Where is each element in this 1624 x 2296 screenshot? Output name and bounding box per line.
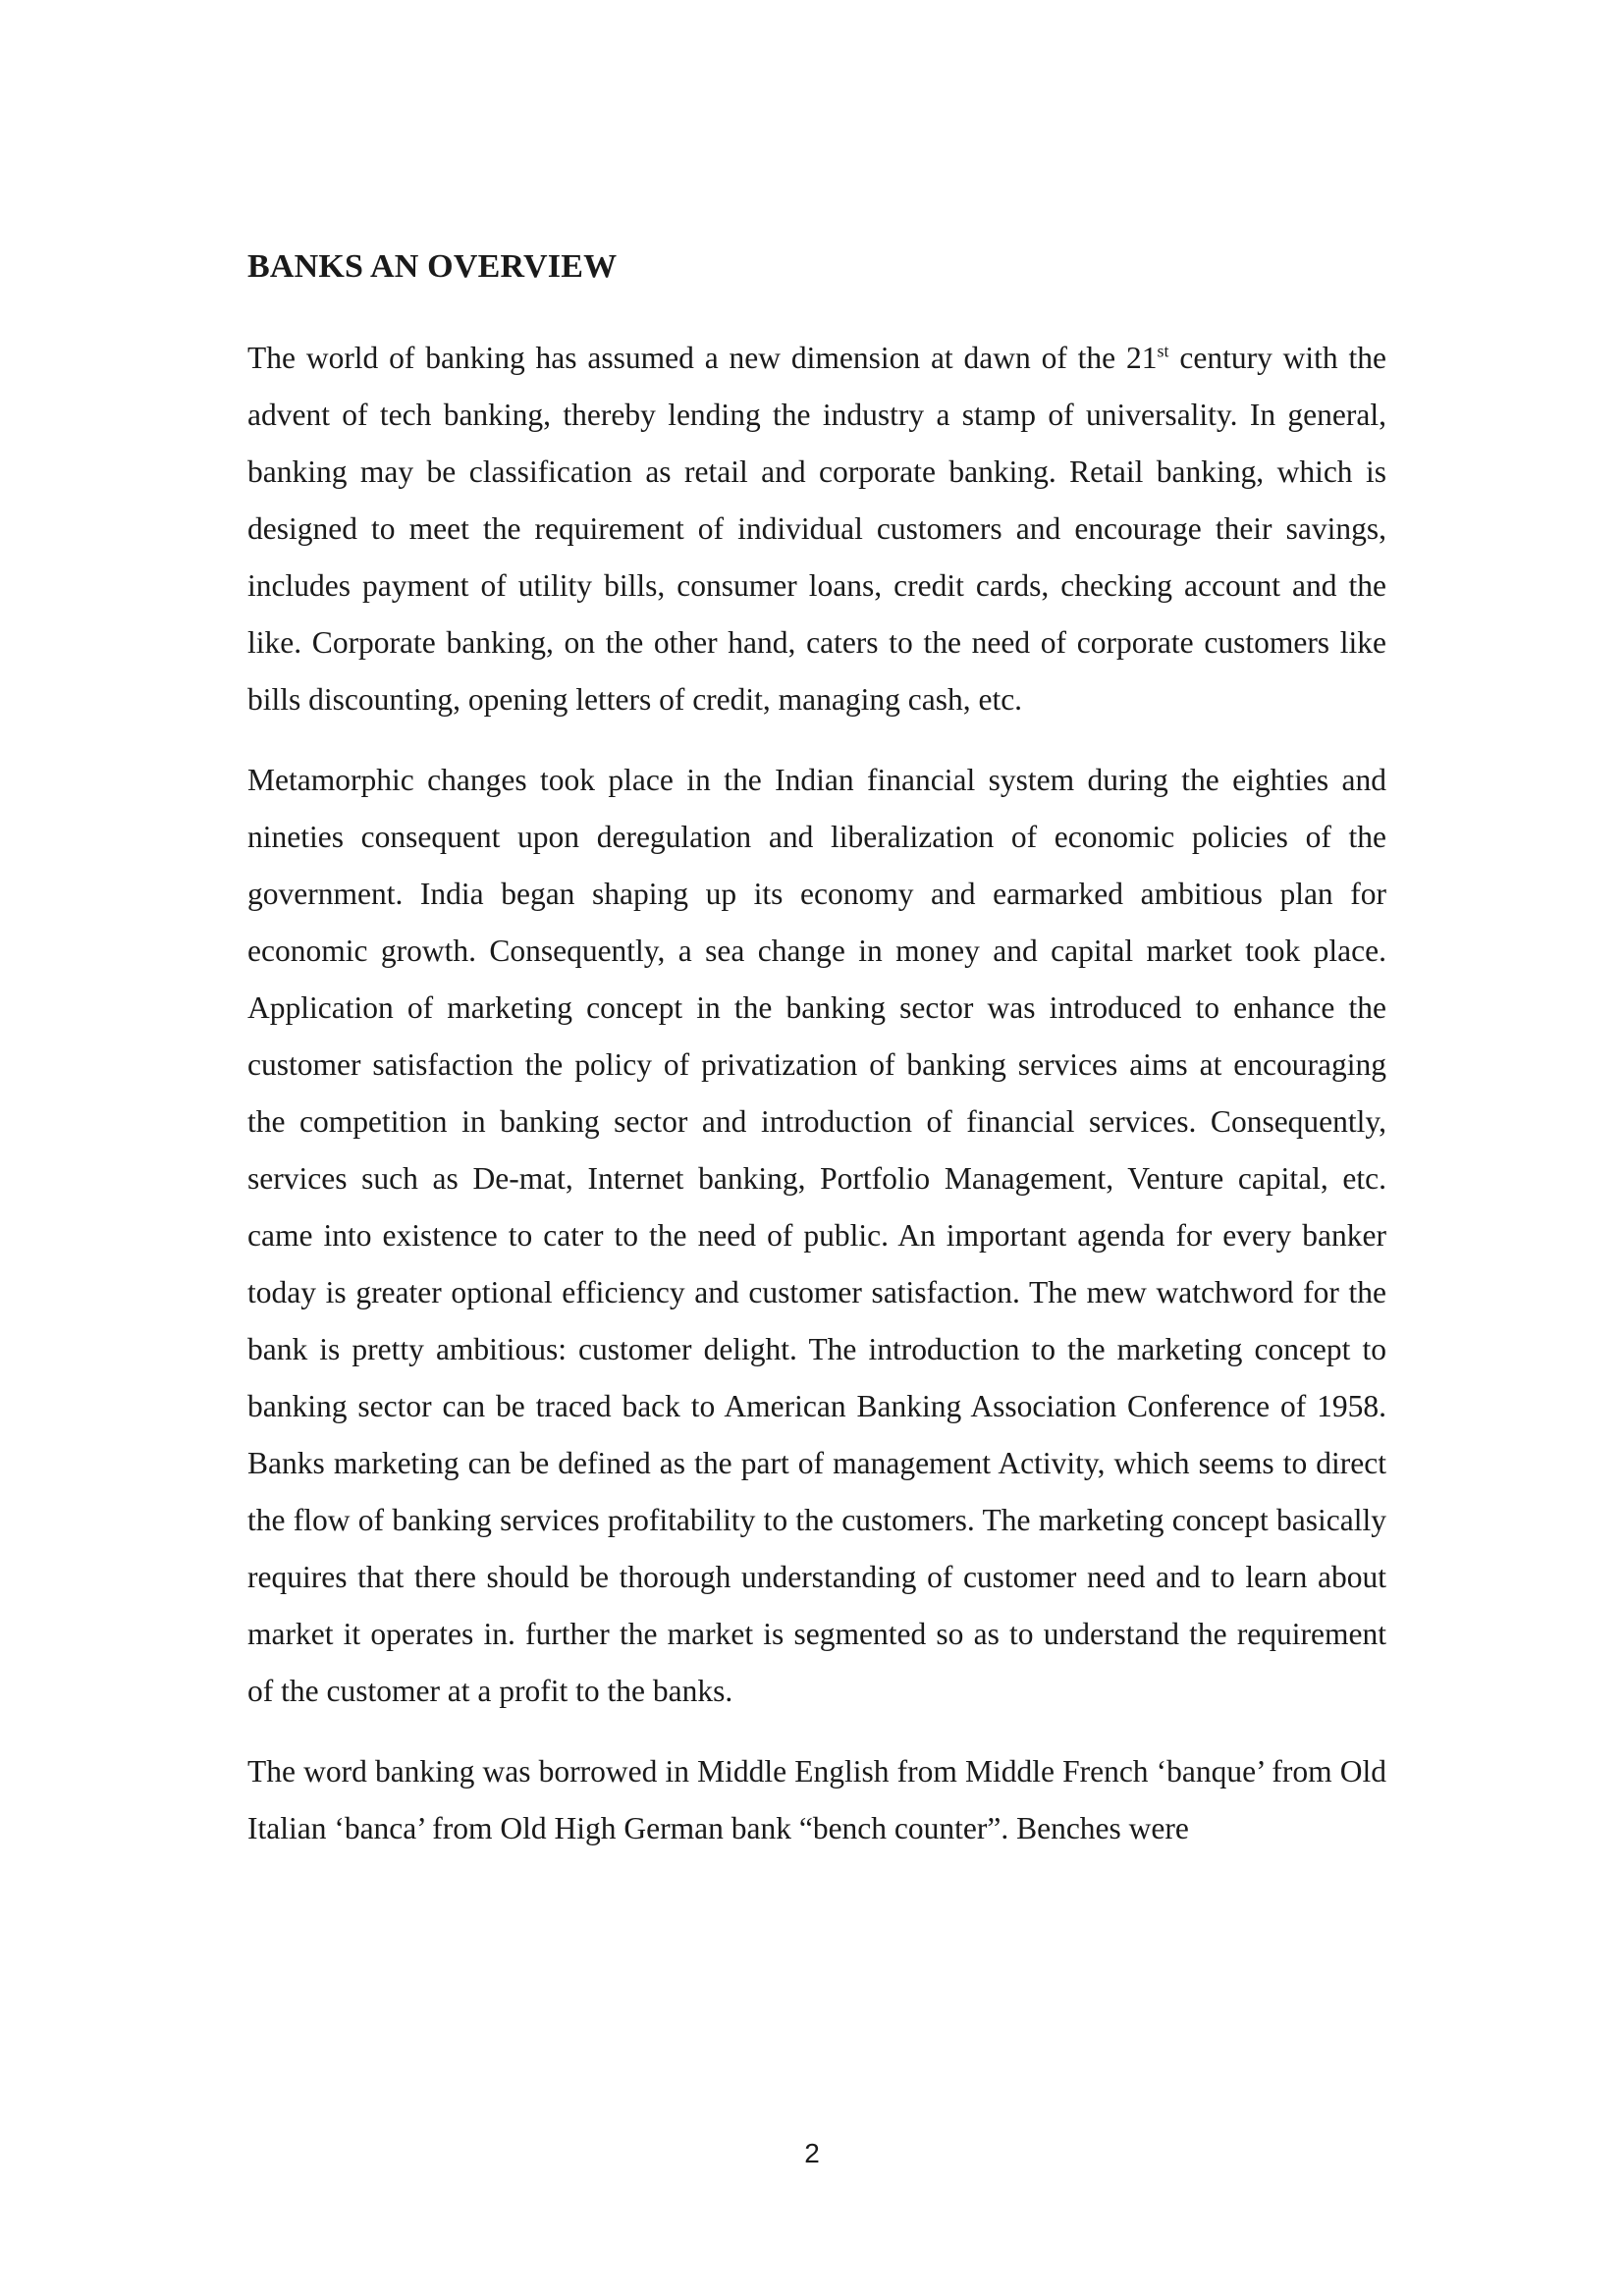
paragraph-intro bbox=[247, 330, 1386, 728]
page-body bbox=[247, 243, 1386, 1857]
ordinal-suffix: st bbox=[1157, 341, 1169, 361]
paragraph-indian-financial-system: Metamorphic changes took place in the Indian financial system during the eighties and nineties consequent upon deregulation and liberalization of economic policies of the government. India began shaping up its economy and earmarked ambitious plan for economic growth. Consequently, a sea change in money and capital market took place. Application of marketing concept in the banking sector was introduced to enhance the customer satisfaction the policy of privatization of banking services aims at encouraging the competition in banking sector and introduction of financial services. Consequently, services such as De-mat, Internet banking, Portfolio Management, Venture capital, etc. came into existence to cater to the need of public. An important agenda for every banker today is greater optional efficiency and customer satisfaction. The mew watchword for the bank is pretty ambitious: customer delight. The introduction to the marketing concept to banking sector can be traced back to American Banking Association Conference of 1958. Banks marketing can be defined as the part of management Activity, which seems to direct the flow of banking services profitability to the customers. The marketing concept basically requires that there should be thorough understanding of customer need and to learn about market it operates in. further the market is segmented so as to understand the requirement of the customer at a profit to the banks. bbox=[247, 763, 1386, 1708]
paragraph-etymology: The word banking was borrowed in Middle English from Middle French ‘banque’ from Old Italian ‘banca’ from Old High German bank “bench counter”. Benches were bbox=[247, 1754, 1386, 1845]
paragraph-intro-text-start: The world of banking has assumed a new dimension at dawn of the 21 bbox=[247, 341, 1158, 375]
paragraph-intro-text-end: century with the advent of tech banking, thereby lending the industry a stamp of universality. In general, banking may be classification as retail and corporate banking. Retail banking, which is designed to meet the requirement of individual customers and encourage their savings, includes payment of utility bills, consumer loans, credit cards, checking account and the like. Corporate banking, on the other hand, caters to the need of corporate customers like bills discounting, opening letters of credit, managing cash, etc. bbox=[247, 341, 1386, 717]
page-number: 2 bbox=[804, 2138, 820, 2168]
section-heading: BANKS AN OVERVIEW bbox=[247, 248, 618, 285]
